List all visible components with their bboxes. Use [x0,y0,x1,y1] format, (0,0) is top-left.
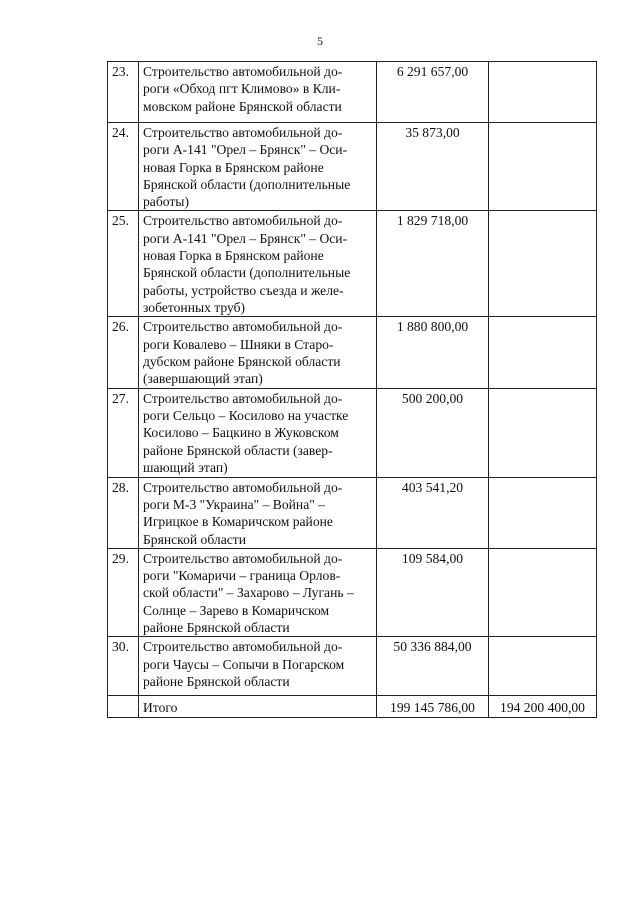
description-line: работы) [143,194,189,210]
description-line: зобетонных труб) [143,299,246,315]
description-line: Солнце – Зарево в Комаричском [143,602,330,618]
description-line: Строительство автомобильной до- [143,479,343,495]
row-number: 28. [108,477,139,548]
description-line: Строительство автомобильной до- [143,550,343,566]
table-row [108,62,597,123]
total-amount-2: 194 200 400,00 [489,696,597,718]
row-amount-2 [489,123,597,211]
description-line: Брянской области (дополнительные [143,265,351,281]
description-line: (завершающий этап) [143,371,263,387]
description-line: Брянской области [143,531,246,547]
description-line: роги Чаусы – Сопычи в Погарском [143,656,345,672]
table-row [108,637,597,696]
description-line: мовском районе Брянской области [143,98,342,114]
description-line: роги А-141 "Орел – Брянск" – Оси- [143,230,348,246]
row-number: 25. [108,211,139,317]
description-line: Строительство автомобильной до- [143,390,343,406]
row-amount-2 [489,548,597,636]
row-number: 30. [108,637,139,696]
row-amount-2 [489,62,597,123]
row-amount: 35 873,00 [377,123,489,211]
row-description [139,123,377,211]
description-line: роги Ковалево – Шняки в Старо- [143,336,334,352]
row-amount-2 [489,317,597,388]
description-line: Строительство автомобильной до- [143,64,343,79]
description-line: Косилово – Бацкино в Жуковском [143,425,339,441]
description-line: Строительство автомобильной до- [143,319,343,335]
total-row [108,696,597,718]
description-line: районе Брянской области [143,673,290,689]
description-line: Строительство автомобильной до- [143,213,343,229]
total-amount: 199 145 786,00 [377,696,489,718]
row-number: 26. [108,317,139,388]
description-line: работы, устройство съезда и желе- [143,282,344,298]
row-description [139,62,377,123]
page-number: 5 [317,34,323,48]
row-description [139,477,377,548]
row-number: 23. [108,62,139,123]
description-line: новая Горка в Брянском районе [143,159,324,175]
description-line: новая Горка в Брянском районе [143,248,324,264]
description-line: районе Брянской области (завер- [143,442,333,458]
row-number: 29. [108,548,139,636]
table-row [108,388,597,477]
description-line: Брянской области (дополнительные [143,176,351,192]
description-line: дубском районе Брянской области [143,354,341,370]
row-description [139,317,377,388]
row-amount: 50 336 884,00 [377,637,489,696]
row-description [139,548,377,636]
table-row [108,548,597,636]
budget-table [107,61,597,718]
description-line: ской области" – Захарово – Лугань – [143,585,354,601]
row-amount: 109 584,00 [377,548,489,636]
description-line: Игрицкое в Комаричском районе [143,514,333,530]
description-line: роги "Комаричи – граница Орлов- [143,568,341,584]
row-description [139,211,377,317]
table-body [108,62,597,718]
row-amount: 403 541,20 [377,477,489,548]
description-line: роги А-141 "Орел – Брянск" – Оси- [143,142,348,158]
total-label: Итого [139,696,377,718]
row-amount: 1 880 800,00 [377,317,489,388]
description-line: роги Сельцо – Косилово на участке [143,407,349,423]
table-row [108,477,597,548]
description-line: роги «Обход пгт Климово» в Кли- [143,81,341,97]
row-amount-2 [489,388,597,477]
description-line: Строительство автомобильной до- [143,639,343,655]
row-description [139,388,377,477]
row-description [139,637,377,696]
row-amount-2 [489,211,597,317]
row-number: 27. [108,388,139,477]
description-line: районе Брянской области [143,620,290,636]
total-number [108,696,139,718]
table-row [108,211,597,317]
description-line: роги М-3 "Украина" – Война" – [143,496,325,512]
row-amount-2 [489,477,597,548]
row-number: 24. [108,123,139,211]
description-line: шающий этап) [143,459,228,475]
row-amount: 1 829 718,00 [377,211,489,317]
description-line: Строительство автомобильной до- [143,125,343,140]
table-row [108,123,597,211]
row-amount: 500 200,00 [377,388,489,477]
row-amount: 6 291 657,00 [377,62,489,123]
table-row [108,317,597,388]
row-amount-2 [489,637,597,696]
